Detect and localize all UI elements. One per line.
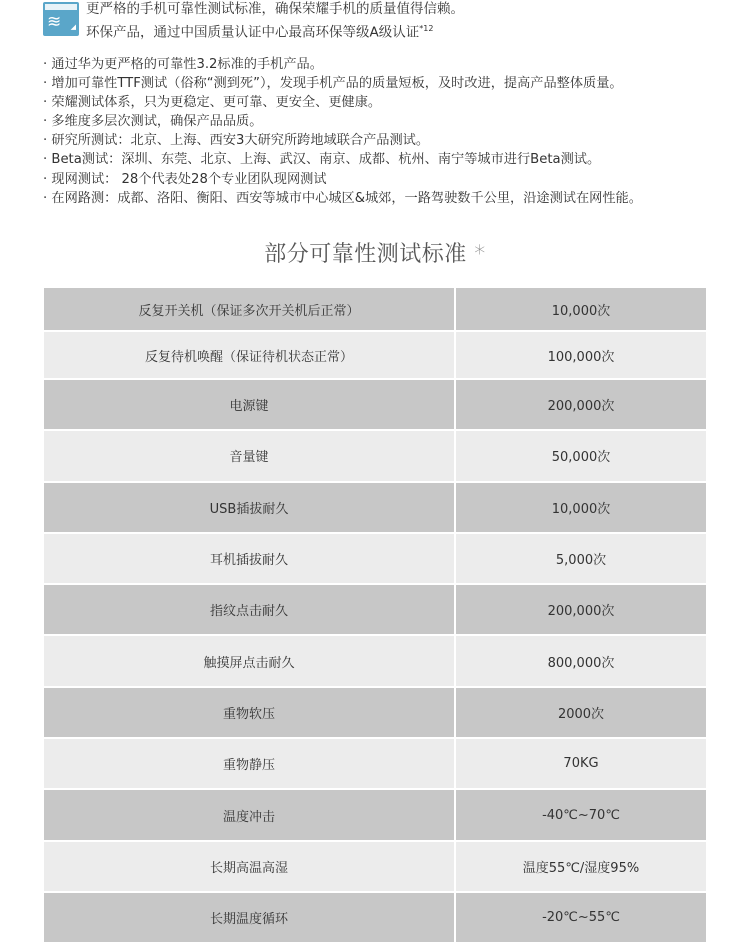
test-value-cell: -40℃~70℃ <box>455 789 706 840</box>
test-item-cell: 重物软压 <box>44 687 455 738</box>
bullet-item: · 通过华为更严格的可靠性3.2标准的手机产品。 <box>43 55 642 74</box>
table-row <box>44 430 706 481</box>
test-item-cell: 温度冲击 <box>44 789 455 840</box>
test-value-cell: 温度55℃/湿度95% <box>455 841 706 892</box>
bullet-item: · Beta测试：深圳、东莞、北京、上海、武汉、南京、成都、杭州、南宁等城市进行Beta测试。 <box>43 150 642 169</box>
table-row <box>44 789 706 840</box>
table-row <box>44 841 706 892</box>
test-item-cell: 长期温度循环 <box>44 892 455 943</box>
test-value-cell: 10,000次 <box>455 482 706 533</box>
test-value-cell: -20℃~55℃ <box>455 892 706 943</box>
test-item-cell: 电源键 <box>44 379 455 430</box>
test-value-cell: 50,000次 <box>455 430 706 481</box>
table-row <box>44 288 706 331</box>
test-item-cell: 音量键 <box>44 430 455 481</box>
bullet-item: · 多维度多层次测试，确保产品品质。 <box>43 112 642 131</box>
intro-text <box>86 0 464 43</box>
table-row <box>44 482 706 533</box>
test-item-cell: 重物静压 <box>44 738 455 789</box>
table-row <box>44 687 706 738</box>
test-item-cell: 触摸屏点击耐久 <box>44 635 455 686</box>
test-value-cell: 200,000次 <box>455 379 706 430</box>
test-item-cell: 长期高温高湿 <box>44 841 455 892</box>
test-item-cell: 耳机插拔耐久 <box>44 533 455 584</box>
table-row <box>44 635 706 686</box>
table-row <box>44 379 706 430</box>
footnote-mark: * <box>474 242 486 267</box>
table-row <box>44 892 706 943</box>
feature-bullet-list <box>43 55 642 208</box>
intro-line-2: 环保产品，通过中国质量认证中心最高环保等级A级认证$^{*12}$ <box>86 24 434 41</box>
bullet-item: · 在网路测：成都、洛阳、衡阳、西安等城市中心城区&城郊，一路驾驶数千公里，沿途测试在网性能。 <box>43 189 642 208</box>
table-row <box>44 738 706 789</box>
section-title: 部分可靠性测试标准 * <box>264 242 486 267</box>
test-value-cell: 70KG <box>455 738 706 789</box>
test-value-cell: 800,000次 <box>455 635 706 686</box>
table-row <box>44 331 706 379</box>
bullet-item: · 研究所测试：北京、上海、西安3大研究所跨地域联合产品测试。 <box>43 131 642 150</box>
eco-certification-icon: ≋ ◢ <box>43 2 79 36</box>
table-row <box>44 584 706 635</box>
reliability-test-table <box>44 288 706 944</box>
test-value-cell: 5,000次 <box>455 533 706 584</box>
bullet-item: · 现网测试： 28个代表处28个专业团队现网测试 <box>43 170 642 189</box>
bullet-item: · 增加可靠性TTF测试（俗称“测到死”），发现手机产品的质量短板，及时改进，提高产品整体质量。 <box>43 74 642 93</box>
test-item-cell: 指纹点击耐久 <box>44 584 455 635</box>
test-item-cell: USB插拔耐久 <box>44 482 455 533</box>
test-item-cell: 反复开关机（保证多次开关机后正常） <box>44 288 455 331</box>
test-item-cell: 反复待机唤醒（保证待机状态正常） <box>44 331 455 379</box>
test-value-cell: 100,000次 <box>455 331 706 379</box>
wave-icon: ≋ <box>47 12 62 32</box>
test-value-cell: 2000次 <box>455 687 706 738</box>
bullet-item: · 荣耀测试体系，只为更稳定、更可靠、更安全、更健康。 <box>43 93 642 112</box>
test-value-cell: 10,000次 <box>455 288 706 331</box>
table-row <box>44 533 706 584</box>
test-value-cell: 200,000次 <box>455 584 706 635</box>
intro-line-1: 更严格的手机可靠性测试标准，确保荣耀手机的质量值得信赖。 <box>86 1 464 17</box>
